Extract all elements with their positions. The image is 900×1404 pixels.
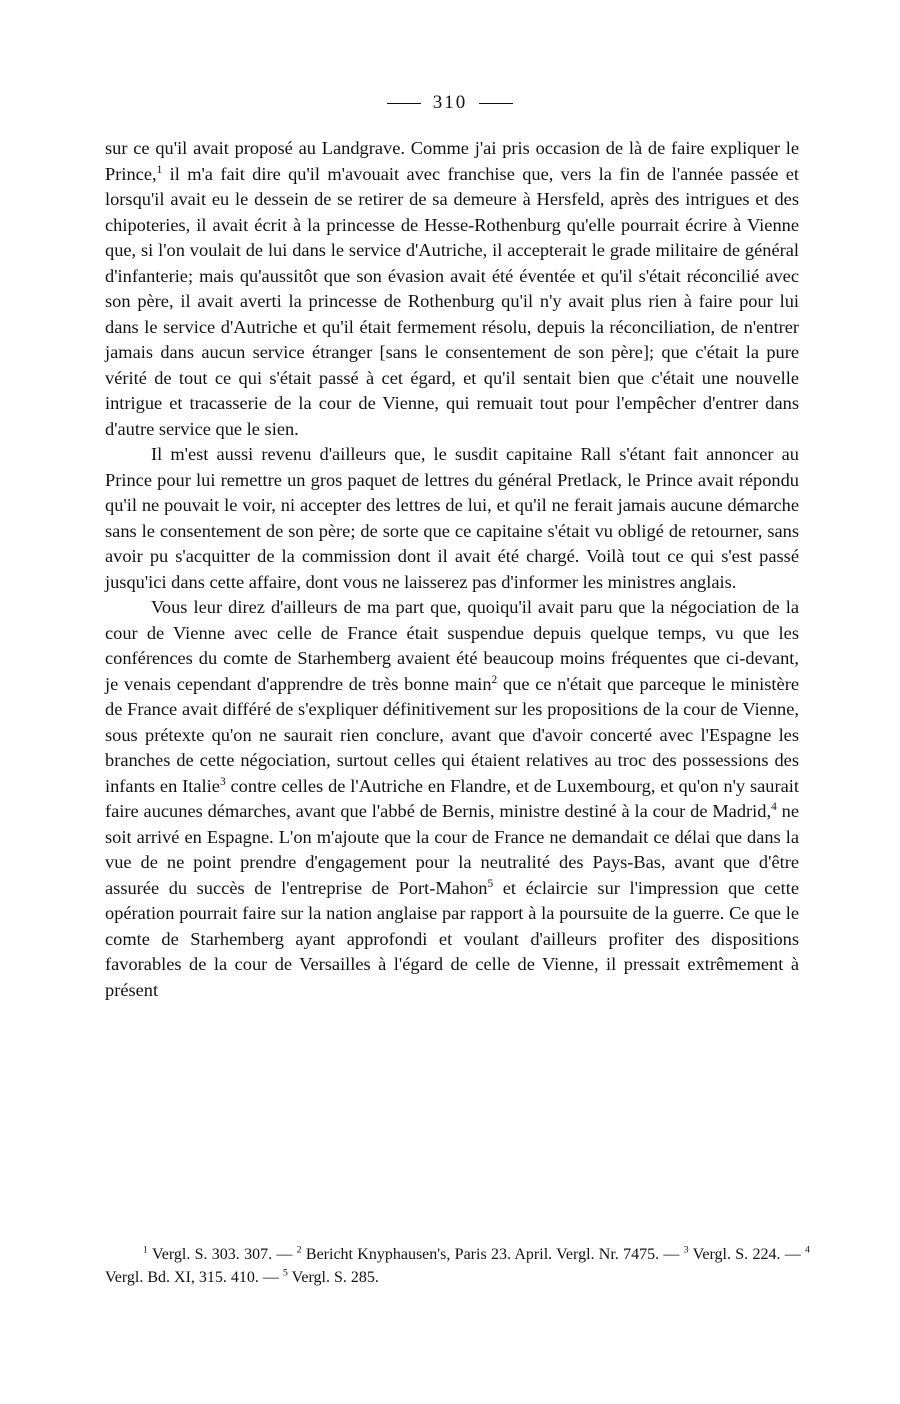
paragraph-1 [105, 136, 799, 442]
footnote-marker: 3 [219, 775, 226, 788]
text-run: il m'a fait dire qu'il m'avouait avec franchise que, vers la fin de l'année passée et lorsqu'il avait eu le dessein de se retirer de sa demeure à Hersfeld, après des intrigues et des chipoteries, il avait écrit à la princesse de Hesse-Rothenburg qu'elle pourrait écrire à Vienne que, si l'on voulait de lui dans le service d'Autriche, il accepterait le grade militaire de général d'infanterie; mais qu'aussitôt que son évasion avait été éventée et qu'il s'était réconcilié avec son père, il avait averti la princesse de Rothenburg qu'il n'y avait plus rien à faire pour lui dans le service d'Autriche et qu'il était fermement résolu, depuis la réconciliation, de n'entrer jamais dans aucun service étranger [sans le consentement de son père]; que c'était la pure vérité de tout ce qui s'était passé à cet égard, et qu'il sentait bien que c'était une nouvelle intrigue et tracasserie de la cour de Vienne, qui remuait tout pour l'empêcher d'entrer dans d'autre service que le sien. [105, 163, 799, 439]
footnote-marker: 4 [771, 800, 777, 813]
footnote-marker: 4 [805, 1244, 810, 1256]
text-run: et éclaircie sur l'impression que cette opération pourrait faire sur la nation anglaise par rapport à la poursuite de la guerre. Ce que le comte de Starhemberg ayant approfondi et voulant d'ailleurs profiter des dispositions favorables de la cour de Versailles à l'égard de celle de Vienne, il pressait extrêmement à présent [105, 877, 800, 1000]
footnote-line [105, 1243, 810, 1289]
body-text [105, 136, 799, 1003]
text-run: Vergl. Bd. XI, 315. 410. — [105, 1269, 283, 1286]
text-run: Vous leur direz d'ailleurs de ma part que, quoiqu'il avait paru que la négociation de la cour de Vienne avec celle de France était suspendue depuis quelque temps, vu que les conférences du comte de Starhemberg avaient été beaucoup moins fréquentes que ci-devant, je venais cependant d'apprendre de très bonne main [105, 597, 799, 694]
text-run: sur ce qu'il avait proposé au Landgrave. Comme j'ai pris occasion de là de faire expliquer le Prince, [105, 138, 799, 184]
footnote-marker: 5 [487, 877, 494, 890]
paragraph-3 [105, 595, 799, 1003]
text-run: Bericht Knyphausen's, Paris 23. April. Vergl. Nr. 7475. — [301, 1246, 684, 1263]
text-run: contre celles de l'Autriche en Flandre, et de Luxembourg, et qu'on n'y saurait faire aucunes démarches, avant que l'abbé de Bernis, ministre destiné à la cour de Madrid, [105, 775, 799, 821]
text-run: ne soit arrivé en Espagne. L'on m'ajoute que la cour de France ne demandait ce délai que dans la vue de ne point prendre d'engagement pour la neutralité des Pays-Bas, avant que d'être assurée du succès de l'entreprise de Port-Mahon [105, 801, 799, 898]
footnote-marker: 5 [282, 1267, 288, 1279]
text-run: que ce n'était que parceque le ministère de France avait différé de s'expliquer définitivement sur les propositions de la cour de Vienne, sous prétexte qu'on ne saurait rien conclure, avant que d'avoir concerté avec l'Espagne les branches de cette négociation, surtout celles qui étaient relatives au troc des possessions des infants en Italie [105, 673, 799, 796]
text-run: Il m'est aussi revenu d'ailleurs que, le susdit capitaine Rall s'étant fait annoncer au Prince pour lui remettre un gros paquet de lettres du général Pretlack, le Prince avait répondu qu'il ne pouvait le voir, ni accepter des lettres de lui, et qu'il ne ferait jamais aucune démarche sans le consentement de son père; de sorte que ce capitaine s'était vu obligé de retourner, sans avoir pu s'acquitter de la commission dont il avait été chargé. Voilà tout ce qui s'est passé jusqu'ici dans cette affaire, dont vous ne laisserez pas d'informer les ministres anglais. [105, 444, 799, 592]
footnote-marker: 3 [683, 1244, 689, 1256]
page-number: 310 [432, 92, 468, 113]
footnote-marker: 1 [156, 163, 163, 176]
text-run: Vergl. S. 303. 307. — [147, 1246, 297, 1263]
footnotes [105, 1243, 810, 1289]
footnote-marker: 2 [296, 1244, 302, 1256]
footnote-marker: 2 [491, 673, 498, 686]
header-rule-left [387, 103, 421, 104]
text-run: Vergl. S. 224. — [688, 1246, 806, 1263]
footnote-marker: 1 [143, 1244, 148, 1256]
page-header [0, 92, 900, 114]
paragraph-2 [105, 442, 799, 595]
text-run: Vergl. S. 285. [287, 1269, 379, 1286]
header-rule-right [479, 103, 513, 104]
